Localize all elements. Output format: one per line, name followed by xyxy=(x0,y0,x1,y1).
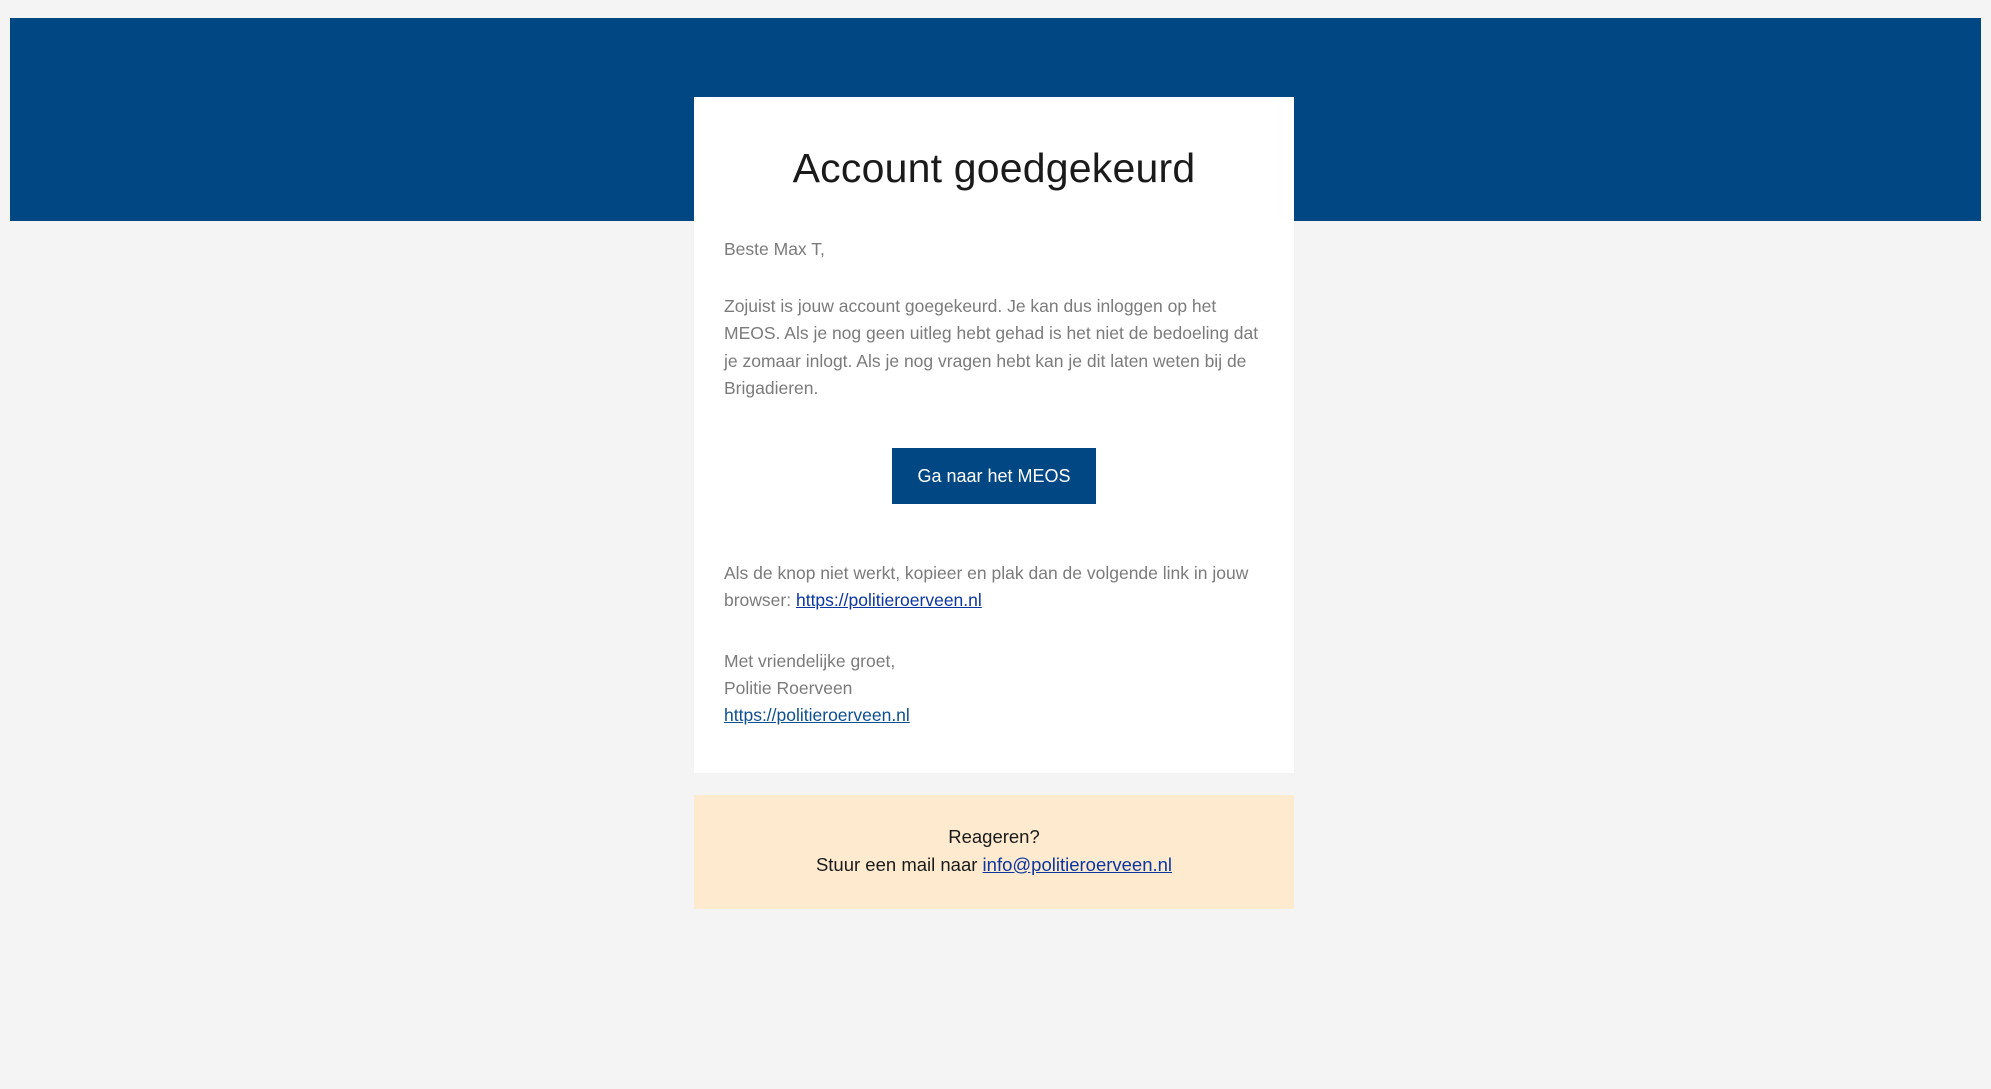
fallback-text-label: Als de knop niet werkt, kopieer en plak dan de volgende link in jouw browser: xyxy=(724,562,1249,610)
fallback-instructions xyxy=(724,560,1264,614)
footer-text-label: Stuur een mail naar xyxy=(815,853,983,875)
email-card xyxy=(694,97,1294,773)
signature-organization: Politie Roerveen xyxy=(724,678,853,699)
email-body xyxy=(694,236,1294,773)
go-to-meos-button[interactable]: Ga naar het MEOS xyxy=(892,448,1095,504)
cta-container xyxy=(724,448,1264,504)
signature-website-link[interactable]: https://politieroerveen.nl xyxy=(724,705,910,726)
footer-card xyxy=(694,795,1294,909)
footer-email-link[interactable]: info@politieroerveen.nl xyxy=(982,853,1173,875)
footer-contact-line xyxy=(714,851,1274,879)
signature-closing: Met vriendelijke groet, xyxy=(724,651,896,672)
footer-heading: Reageren? xyxy=(948,826,1040,847)
page-title: Account goedgekeurd xyxy=(792,145,1196,191)
body-paragraph: Zojuist is jouw account goegekeurd. Je kan dus inloggen op het MEOS. Als je nog geen uitleg hebt gehad is het niet de bedoeling dat je zomaar inlogt. Als je nog vragen hebt kan je dit laten weten bij de Brigadieren. xyxy=(724,296,1259,398)
signature-block xyxy=(724,648,1264,729)
greeting-text: Beste Max T, xyxy=(724,239,825,260)
fallback-link[interactable]: https://politieroerveen.nl xyxy=(795,589,982,610)
